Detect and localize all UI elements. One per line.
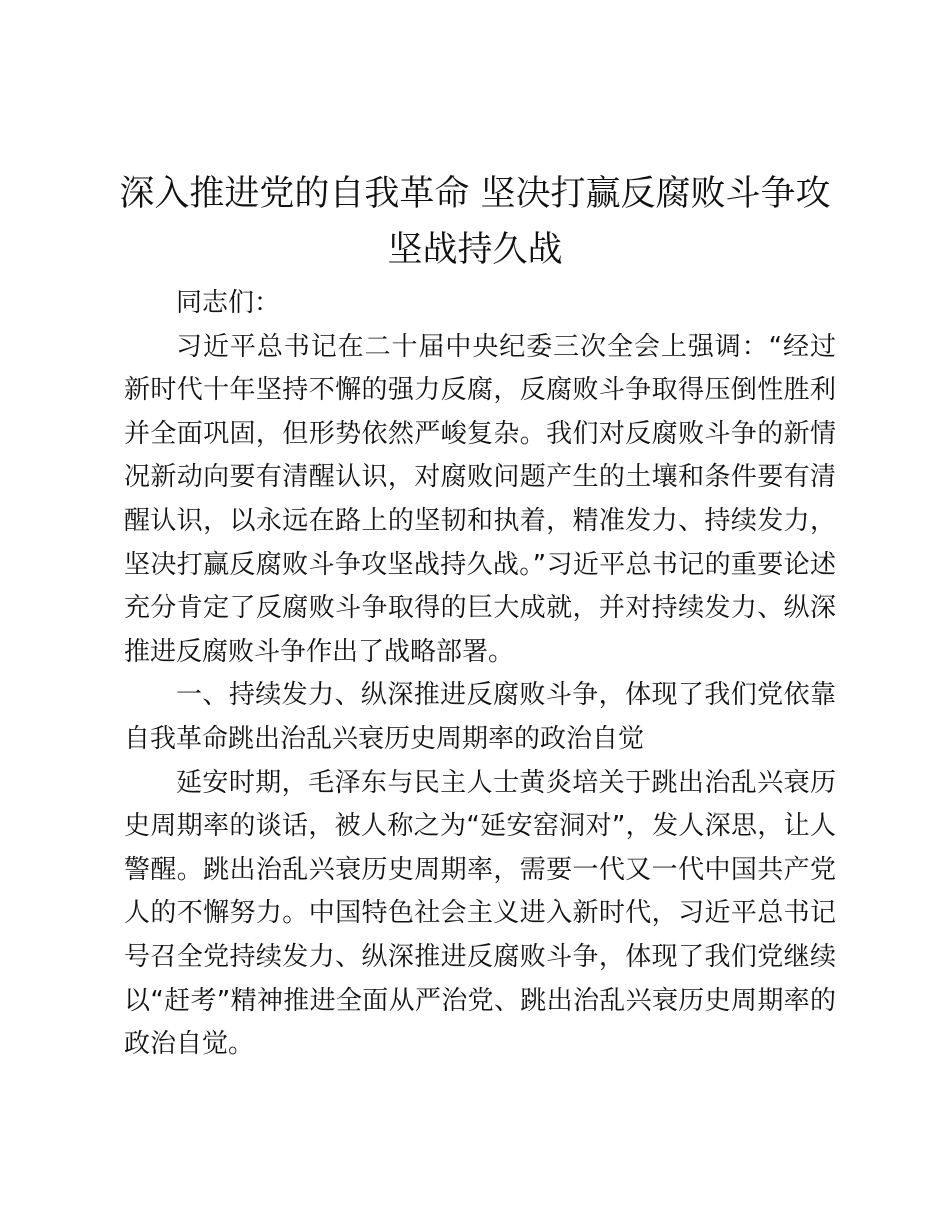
- paragraph-2: 延安时期，毛泽东与民主人士黄炎培关于跳出治乱兴衰历史周期率的谈话，被人称之为“延安窑洞对”，发人深思，让人警醒。跳出治乱兴衰历史周期率，需要一代又一代中国共产党人的不懈努力。中国特色社会主义进入新时代，习近平总书记号召全党持续发力、纵深推进反腐败斗争，体现了我们党继续以“赶考”精神推进全面从严治党、跳出治乱兴衰历史周期率的政治自觉。: [124, 767, 836, 1060]
- salutation: 同志们：: [176, 288, 281, 318]
- paragraph-1: 习近平总书记在二十届中央纪委三次全会上强调：“经过新时代十年坚持不懈的强力反腐，反腐败斗争取得压倒性胜利并全面巩固，但形势依然严峻复杂。我们对反腐败斗争的新情况新动向要有清醒认识，对腐败问题产生的土壤和条件要有清醒认识，以永远在路上的坚韧和执着，精准发力、持续发力，坚决打赢反腐败斗争攻坚战持久战。”习近平总书记的重要论述充分肯定了反腐败斗争取得的巨大成就，并对持续发力、纵深推进反腐败斗争作出了战略部署。: [124, 331, 836, 667]
- document-title: 深入推进党的自我革命 坚决打赢反腐败斗争攻坚战持久战: [119, 174, 831, 270]
- document-body: [124, 282, 836, 1067]
- section-heading-1: 一、持续发力、纵深推进反腐败斗争，体现了我们党依靠自我革命跳出治乱兴衰历史周期率的政治自觉: [124, 680, 836, 754]
